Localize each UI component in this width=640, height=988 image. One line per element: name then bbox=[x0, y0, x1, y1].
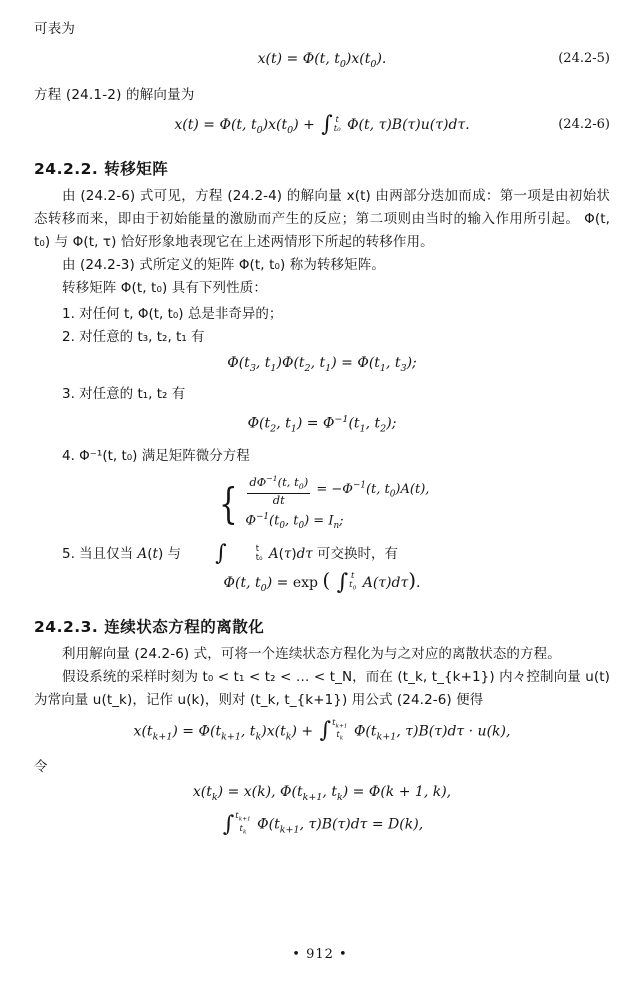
text-line-ketuiwei: 可表为 bbox=[34, 21, 76, 37]
equation-24-2-5 bbox=[34, 47, 610, 77]
section-heading-24-2-2: 24.2.2. 转移矩阵 bbox=[34, 159, 169, 178]
integral-symbol: ∫ $t_{k+1}$ $t_k$ bbox=[319, 717, 348, 744]
list-item-2: 2. 对任意的 t₃, t₂, t₁ 有 bbox=[62, 328, 205, 345]
integral-symbol: ∫ t t₀ bbox=[321, 111, 341, 137]
equation-substitution-2: ∫ $t_{k+1}$ $t_k$ $\Phi(t_{k+1}$, τ)B(τ)dτ = D(k), bbox=[222, 810, 424, 837]
integral-symbol: ∫ $t_{k+1}$ $t_k$ bbox=[222, 810, 251, 837]
properties-list bbox=[34, 303, 610, 349]
paragraph-transfer-matrix-intro: 由 (24.2-6) 式可见，方程 (24.2-4) 的解向量 x(t) 由两部分迭加而成：第一项是由初始状态转移而来，即由于初始能量的激励而产生的反应；第二项则由当时的输入作用所引起。 Φ(t, t₀) 与 Φ(t, τ) 恰好形象地表现它在上述两情形下所起的转移作用。 bbox=[34, 187, 610, 250]
equation-body: x(t) = Φ(t, $t_0)x(t_0)$. bbox=[257, 51, 387, 70]
brace-equation-line-2: $\Phi^{-1}(t_0$, $t_0) = I_n$; bbox=[245, 511, 344, 531]
text-line-ling: 令 bbox=[34, 759, 48, 776]
page-content bbox=[34, 18, 610, 844]
list-item-3: 3. 对任意的 t₁, t₂ 有 bbox=[62, 386, 186, 403]
paragraph-transfer-matrix-properties: 转移矩阵 Φ(t, t₀) 具有下列性质： bbox=[62, 279, 267, 296]
integral-symbol: ∫ t $t_0$ bbox=[336, 569, 357, 595]
paragraph-transfer-matrix-definition: 由 (24.2-3) 式所定义的矩阵 Φ(t, t₀) 称为转移矩阵。 bbox=[62, 256, 385, 273]
list-item-4: 4. Φ⁻¹(t, t₀) 满足矩阵微分方程 bbox=[62, 447, 250, 464]
properties-list-3 bbox=[34, 445, 610, 468]
equation-number: (24.2-5) bbox=[558, 51, 610, 66]
page-number: • 912 • bbox=[292, 947, 348, 962]
equation-discrete-state bbox=[34, 719, 610, 749]
equation-substitution-1: $x(t_k) = x(k)$, $\Phi(t_{k+1}$, $t_k) = \Phi(k + 1$, k), bbox=[192, 784, 452, 803]
equation-24-2-6 bbox=[34, 113, 610, 143]
equation-body: $x(t_{k+1}) = \Phi(t_{k+1}$, $t_k)x(t_k)$ + ∫ $t_{k+1}$ $t_k$ $\Phi(t_{k+1}$, τ)B(τ)dτ · u(k), bbox=[133, 717, 511, 744]
paragraph-discretization-intro: 利用解向量 (24.2-6) 式，可将一个连续状态方程化为与之对应的离散状态的方程。 bbox=[62, 645, 561, 662]
properties-list-4 bbox=[34, 540, 610, 566]
brace-equation-line-1: $\frac{d\Phi^{-1}(t, t_0)}{dt}$ = $-\Phi^{-1}(t$, $t_0)A(t)$, bbox=[249, 473, 430, 507]
brace-equations bbox=[245, 472, 429, 537]
integral-symbol: ∫ t t₀ bbox=[215, 540, 263, 566]
equation-property-2: $\Phi(t_3$, $t_1)\Phi(t_2$, $t_1) = \Phi(t_1$, $t_3$); bbox=[227, 354, 417, 374]
paragraph-sampling-assumption: 假设系统的采样时刻为 t₀ < t₁ < t₂ < … < t_N，而在 (t_k, t_{k+1}) 内々控制向量 u(t) 为常向量 u(t_k)，记作 u(k)，则对 (t_k, t_{k+1}) 用公式 (24.2-6) 便得 bbox=[34, 668, 610, 708]
equation-property-5: Φ(t, $t_0) = \exp$ ( ∫ t $t_0$ A(τ)dτ). bbox=[223, 567, 421, 595]
equation-body: x(t) = Φ(t, $t_0)x(t_0)$ + ∫ t t₀ Φ(t, τ)B(τ)u(τ)dτ. bbox=[174, 111, 470, 137]
text-line-fangcheng-jie: 方程 (24.1-2) 的解向量为 bbox=[34, 86, 195, 103]
properties-list-2 bbox=[34, 383, 610, 406]
section-heading-24-2-3: 24.2.3. 连续状态方程的离散化 bbox=[34, 617, 265, 636]
equation-number: (24.2-6) bbox=[558, 116, 610, 132]
left-brace: { bbox=[218, 479, 238, 529]
list-item-1: 1. 对任何 t, Φ(t, t₀) 总是非奇异的； bbox=[62, 305, 283, 322]
list-item-5: 5. 当且仅当 A(t) 与 ∫ t t₀ A(τ)dτ 可交换时，有 bbox=[62, 540, 399, 566]
equation-property-3: $\Phi(t_2$, $t_1) = \Phi^{-1}(t_1$, $t_2$); bbox=[247, 414, 397, 435]
equation-property-4-system bbox=[34, 472, 610, 537]
